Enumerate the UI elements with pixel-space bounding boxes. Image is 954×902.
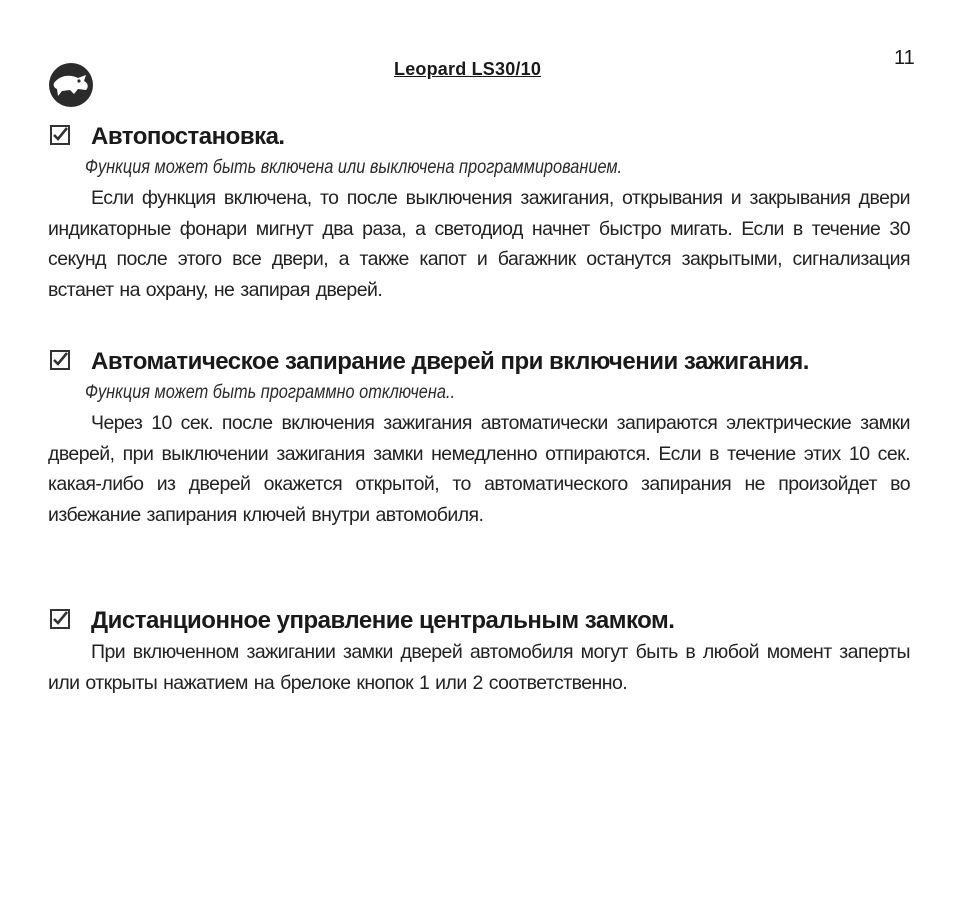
section-note: Функция может быть включена или выключена программированием. (84, 157, 623, 178)
checked-box-icon (50, 350, 70, 370)
section-body: Если функция включена, то после выключения зажигания, открывания и закрывания двери индикаторные фонари мигнут два раза, а светодиод начнет быстро мигать. Если в течение 30 секунд после этого все двери, а также капот и багажник останутся закрытыми, сигнализация встанет на охрану, не запирая дверей. (48, 187, 910, 301)
section-body: При включенном зажигании замки дверей автомобиля могут быть в любой момент заперты или открыты нажатием на брелоке кнопок 1 или 2 соответственно. (48, 641, 910, 694)
section-note: Функция может быть программно отключена.. (84, 382, 456, 403)
section-title: Дистанционное управление центральным замком. (91, 607, 675, 634)
checked-box-icon (50, 609, 70, 629)
section-remote-central-lock (48, 605, 910, 698)
checked-box-icon (50, 125, 70, 145)
section-heading (48, 121, 910, 153)
running-title: Leopard LS30/10 (394, 59, 542, 79)
section-title: Автоматическое запирание дверей при включении зажигания. (91, 348, 809, 375)
section-body: Через 10 сек. после включения зажигания автоматически запираются электрические замки дверей, при выключении зажигания замки немедленно отпираются. Если в течение этих 10 сек. какая-либо из дверей окажется открытой, то автоматического запирания не произойдет во избежание запирания ключей внутри автомобиля. (48, 412, 910, 526)
page-number: 11 (894, 47, 915, 69)
section-title: Автопостановка. (91, 123, 285, 150)
section-autoarming (48, 121, 910, 305)
section-heading (48, 605, 910, 637)
section-auto-door-lock (48, 346, 910, 530)
section-heading (48, 346, 910, 378)
leopard-logo-icon (48, 62, 94, 108)
